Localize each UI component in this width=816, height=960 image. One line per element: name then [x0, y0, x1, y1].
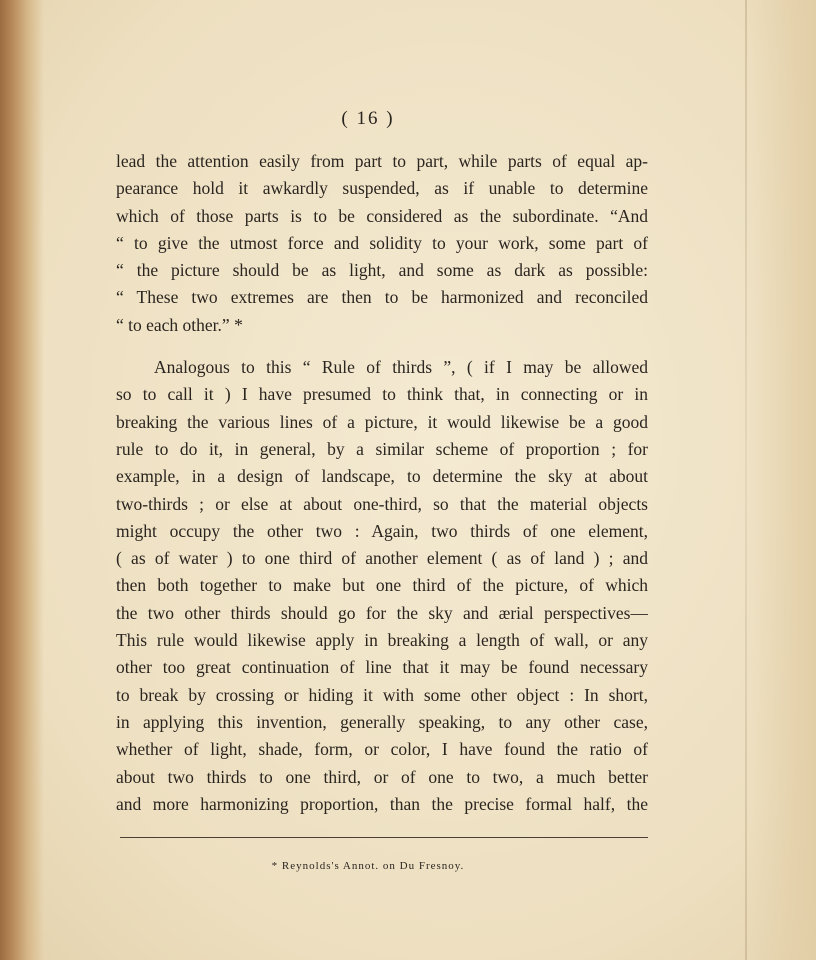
text-line: This rule would likewise apply in breaking a length of wall, or any — [116, 630, 648, 651]
text-line: which of those parts is to be considered as the subordinate. “And — [116, 205, 648, 226]
text-line: example, in a design of landscape, to determine the sky at about — [116, 466, 648, 487]
page-fold — [745, 0, 747, 960]
text-line: the two other thirds should go for the sky and ærial perspectives— — [116, 602, 648, 623]
page-number: ( 16 ) — [341, 108, 395, 129]
footnote: * Reynolds's Annot. on Du Fresnoy. — [271, 860, 465, 872]
text-line: whether of light, shade, form, or color, I have found the ratio of — [116, 739, 648, 760]
text-line: rule to do it, in general, by a similar scheme of proportion ; for — [116, 438, 648, 459]
text-line: to break by crossing or hiding it with some other object : In short, — [116, 684, 648, 705]
text-line: about two thirds to one third, or of one to two, a much better — [116, 766, 648, 787]
text-line: two-thirds ; or else at about one-third, so that the material objects — [116, 493, 648, 514]
text-line: lead the attention easily from part to part, while parts of equal ap- — [116, 151, 648, 171]
right-edge-shade — [746, 0, 816, 960]
text-line: ( as of water ) to one third of another element ( as of land ) ; and — [116, 548, 648, 569]
binding-edge — [0, 0, 44, 960]
text-line: “ to each other.” * — [116, 314, 243, 335]
text-line: so to call it ) I have presumed to think that, in connecting or in — [116, 384, 648, 405]
text-line: in applying this invention, generally speaking, to any other case, — [116, 711, 648, 732]
text-line: “ to give the utmost force and solidity to your work, some part of — [116, 232, 648, 253]
paragraph-gap — [116, 339, 648, 354]
footnote-rule — [120, 837, 648, 838]
text-line: pearance hold it awkardly suspended, as if unable to determine — [116, 178, 648, 199]
text-line: then both together to make but one third of the picture, of which — [116, 575, 648, 596]
text-line: “ These two extremes are then to be harmonized and reconciled — [116, 287, 648, 308]
text-line: “ the picture should be as light, and some as dark as possible: — [116, 260, 648, 281]
body-text — [116, 148, 648, 818]
text-line: and more harmonizing proportion, than the precise formal half, the — [116, 793, 648, 814]
text-line: might occupy the other two : Again, two thirds of one element, — [116, 520, 648, 541]
text-line: Analogous to this “ Rule of thirds ”, ( if I may be allowed — [154, 357, 648, 378]
text-line: other too great continuation of line that it may be found necessary — [116, 657, 648, 678]
text-line: breaking the various lines of a picture, it would likewise be a good — [116, 411, 648, 432]
